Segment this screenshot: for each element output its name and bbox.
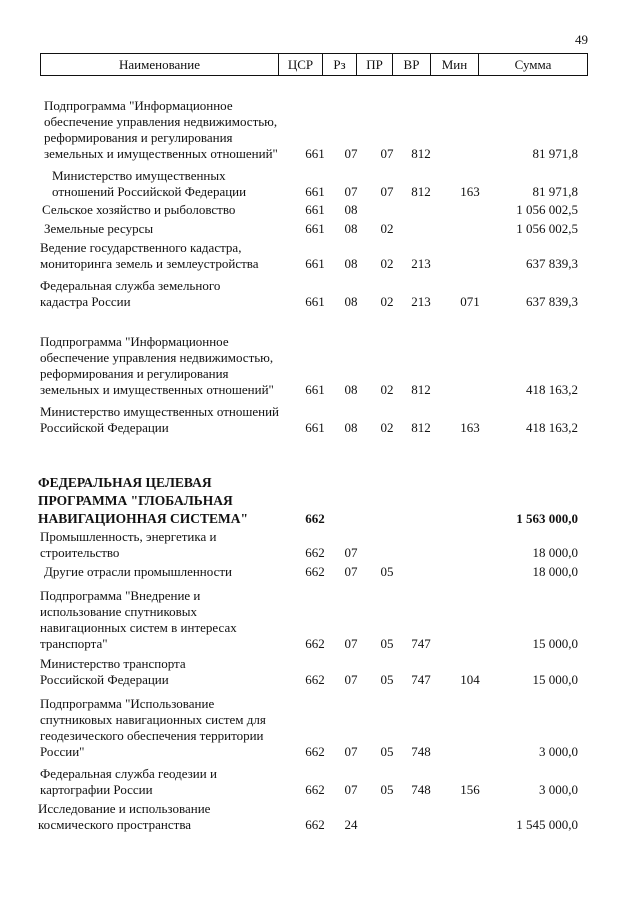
table-row bbox=[0, 168, 640, 200]
table-row bbox=[0, 696, 640, 760]
row-vr: 812 bbox=[411, 420, 431, 435]
row-vr: 812 bbox=[411, 184, 431, 199]
row-csr: 661 bbox=[305, 294, 325, 309]
row-sum: 418 163,2 bbox=[526, 382, 578, 397]
row-name: Подпрограмма "Информационное обеспечение управления недвижимостью, реформирования и регулирования земельных и имущественных отношений" bbox=[40, 334, 274, 397]
row-csr: 662 bbox=[305, 545, 325, 560]
row-rz: 08 bbox=[344, 382, 358, 397]
table-row bbox=[0, 656, 640, 688]
row-csr: 661 bbox=[305, 420, 325, 435]
row-rz: 07 bbox=[344, 564, 358, 579]
row-sum: 15 000,0 bbox=[532, 636, 578, 651]
row-rz: 08 bbox=[344, 221, 358, 236]
row-rz: 07 bbox=[344, 636, 358, 651]
row-name: Промышленность, энергетика и строительство bbox=[40, 529, 217, 560]
row-name: Федеральная служба геодезии и картографии России bbox=[40, 766, 217, 797]
table-row bbox=[0, 529, 640, 561]
table-row bbox=[0, 766, 640, 798]
row-rz: 07 bbox=[344, 545, 358, 560]
row-sum: 81 971,8 bbox=[532, 184, 578, 199]
row-vr: 812 bbox=[411, 146, 431, 161]
row-csr: 662 bbox=[305, 564, 325, 579]
row-name: Министерство имущественных отношений Российской Федерации bbox=[52, 168, 247, 199]
row-csr: 662 bbox=[305, 744, 325, 759]
row-pr: 07 bbox=[380, 146, 394, 161]
table-row bbox=[0, 404, 640, 436]
table-row bbox=[0, 240, 640, 272]
row-rz: 08 bbox=[344, 294, 358, 309]
row-sum: 1 545 000,0 bbox=[516, 817, 578, 832]
row-vr: 213 bbox=[411, 294, 431, 309]
row-vr: 213 bbox=[411, 256, 431, 271]
header-sum: Сумма bbox=[514, 56, 552, 72]
row-vr: 747 bbox=[411, 636, 431, 651]
header-csr: ЦСР bbox=[279, 54, 323, 75]
row-rz: 08 bbox=[344, 420, 358, 435]
row-pr: 05 bbox=[380, 636, 394, 651]
row-pr: 07 bbox=[380, 184, 394, 199]
header-vr: ВР bbox=[393, 54, 431, 75]
row-sum: 1 563 000,0 bbox=[516, 511, 578, 526]
row-name: Подпрограмма "Внедрение и использование спутниковых навигационных систем в интересах транспорта" bbox=[40, 588, 237, 651]
row-sum: 637 839,3 bbox=[526, 256, 578, 271]
row-pr: 05 bbox=[380, 782, 394, 797]
row-pr: 02 bbox=[380, 221, 394, 236]
table-row bbox=[0, 278, 640, 310]
row-min: 163 bbox=[460, 420, 480, 435]
table-row bbox=[0, 82, 640, 162]
header-pr: ПР bbox=[357, 54, 393, 75]
row-vr: 812 bbox=[411, 382, 431, 397]
row-rz: 07 bbox=[344, 744, 358, 759]
header-rz: Рз bbox=[323, 54, 357, 75]
row-csr: 661 bbox=[305, 184, 325, 199]
row-rz: 07 bbox=[344, 672, 358, 687]
row-pr: 02 bbox=[380, 382, 394, 397]
row-csr: 661 bbox=[305, 146, 325, 161]
row-csr: 662 bbox=[305, 817, 325, 832]
row-csr: 662 bbox=[305, 782, 325, 797]
table-row bbox=[0, 202, 640, 218]
row-rz: 08 bbox=[344, 202, 358, 217]
row-csr: 662 bbox=[305, 511, 325, 526]
row-min: 071 bbox=[460, 294, 480, 309]
row-name: ФЕДЕРАЛЬНАЯ ЦЕЛЕВАЯ ПРОГРАММА "ГЛОБАЛЬНАЯ НАВИГАЦИОННАЯ СИСТЕМА" bbox=[38, 475, 248, 526]
row-pr: 02 bbox=[380, 420, 394, 435]
row-name: Земельные ресурсы bbox=[44, 221, 154, 236]
row-csr: 662 bbox=[305, 672, 325, 687]
row-sum: 3 000,0 bbox=[539, 744, 578, 759]
row-sum: 18 000,0 bbox=[532, 564, 578, 579]
row-rz: 07 bbox=[344, 146, 358, 161]
row-csr: 661 bbox=[305, 256, 325, 271]
table-row bbox=[0, 221, 640, 237]
page-number: 49 bbox=[575, 32, 588, 47]
row-name: Министерство имущественных отношений Российской Федерации bbox=[40, 404, 279, 435]
table-row bbox=[0, 318, 640, 398]
row-vr: 748 bbox=[411, 782, 431, 797]
row-vr: 747 bbox=[411, 672, 431, 687]
row-min: 163 bbox=[460, 184, 480, 199]
row-sum: 1 056 002,5 bbox=[516, 202, 578, 217]
row-sum: 418 163,2 bbox=[526, 420, 578, 435]
row-sum: 1 056 002,5 bbox=[516, 221, 578, 236]
row-csr: 662 bbox=[305, 636, 325, 651]
header-name: Наименование bbox=[41, 54, 279, 75]
row-sum: 81 971,8 bbox=[532, 146, 578, 161]
row-name: Подпрограмма "Использование спутниковых навигационных систем для геодезического обеспечения территории России" bbox=[40, 696, 266, 759]
row-name: Подпрограмма "Информационное обеспечение управления недвижимостью, реформирования и регулирования земельных и имущественных отношений" bbox=[44, 98, 278, 161]
row-name: Министерство транспорта Российской Федерации bbox=[40, 656, 186, 687]
row-sum: 18 000,0 bbox=[532, 545, 578, 560]
row-name: Сельское хозяйство и рыболовство bbox=[42, 202, 236, 217]
row-rz: 24 bbox=[344, 817, 358, 832]
table-row bbox=[0, 564, 640, 580]
row-rz: 08 bbox=[344, 256, 358, 271]
row-sum: 3 000,0 bbox=[539, 782, 578, 797]
row-min: 156 bbox=[460, 782, 480, 797]
header-min: Мин bbox=[431, 54, 479, 75]
row-name: Ведение государственного кадастра, мониторинга земель и землеустройства bbox=[40, 240, 259, 271]
row-vr: 748 bbox=[411, 744, 431, 759]
row-sum: 637 839,3 bbox=[526, 294, 578, 309]
row-csr: 661 bbox=[305, 221, 325, 236]
row-csr: 661 bbox=[305, 382, 325, 397]
row-pr: 02 bbox=[380, 294, 394, 309]
row-sum: 15 000,0 bbox=[532, 672, 578, 687]
row-pr: 05 bbox=[380, 672, 394, 687]
row-rz: 07 bbox=[344, 782, 358, 797]
table-row bbox=[0, 588, 640, 652]
row-pr: 02 bbox=[380, 256, 394, 271]
table-row bbox=[0, 801, 640, 833]
row-name: Федеральная служба земельного кадастра России bbox=[40, 278, 221, 309]
row-name: Исследование и использование космического пространства bbox=[38, 801, 211, 832]
row-pr: 05 bbox=[380, 564, 394, 579]
row-name: Другие отрасли промышленности bbox=[44, 564, 232, 579]
row-csr: 661 bbox=[305, 202, 325, 217]
row-pr: 05 bbox=[380, 744, 394, 759]
row-min: 104 bbox=[460, 672, 480, 687]
table-row-program bbox=[0, 474, 640, 528]
row-rz: 07 bbox=[344, 184, 358, 199]
